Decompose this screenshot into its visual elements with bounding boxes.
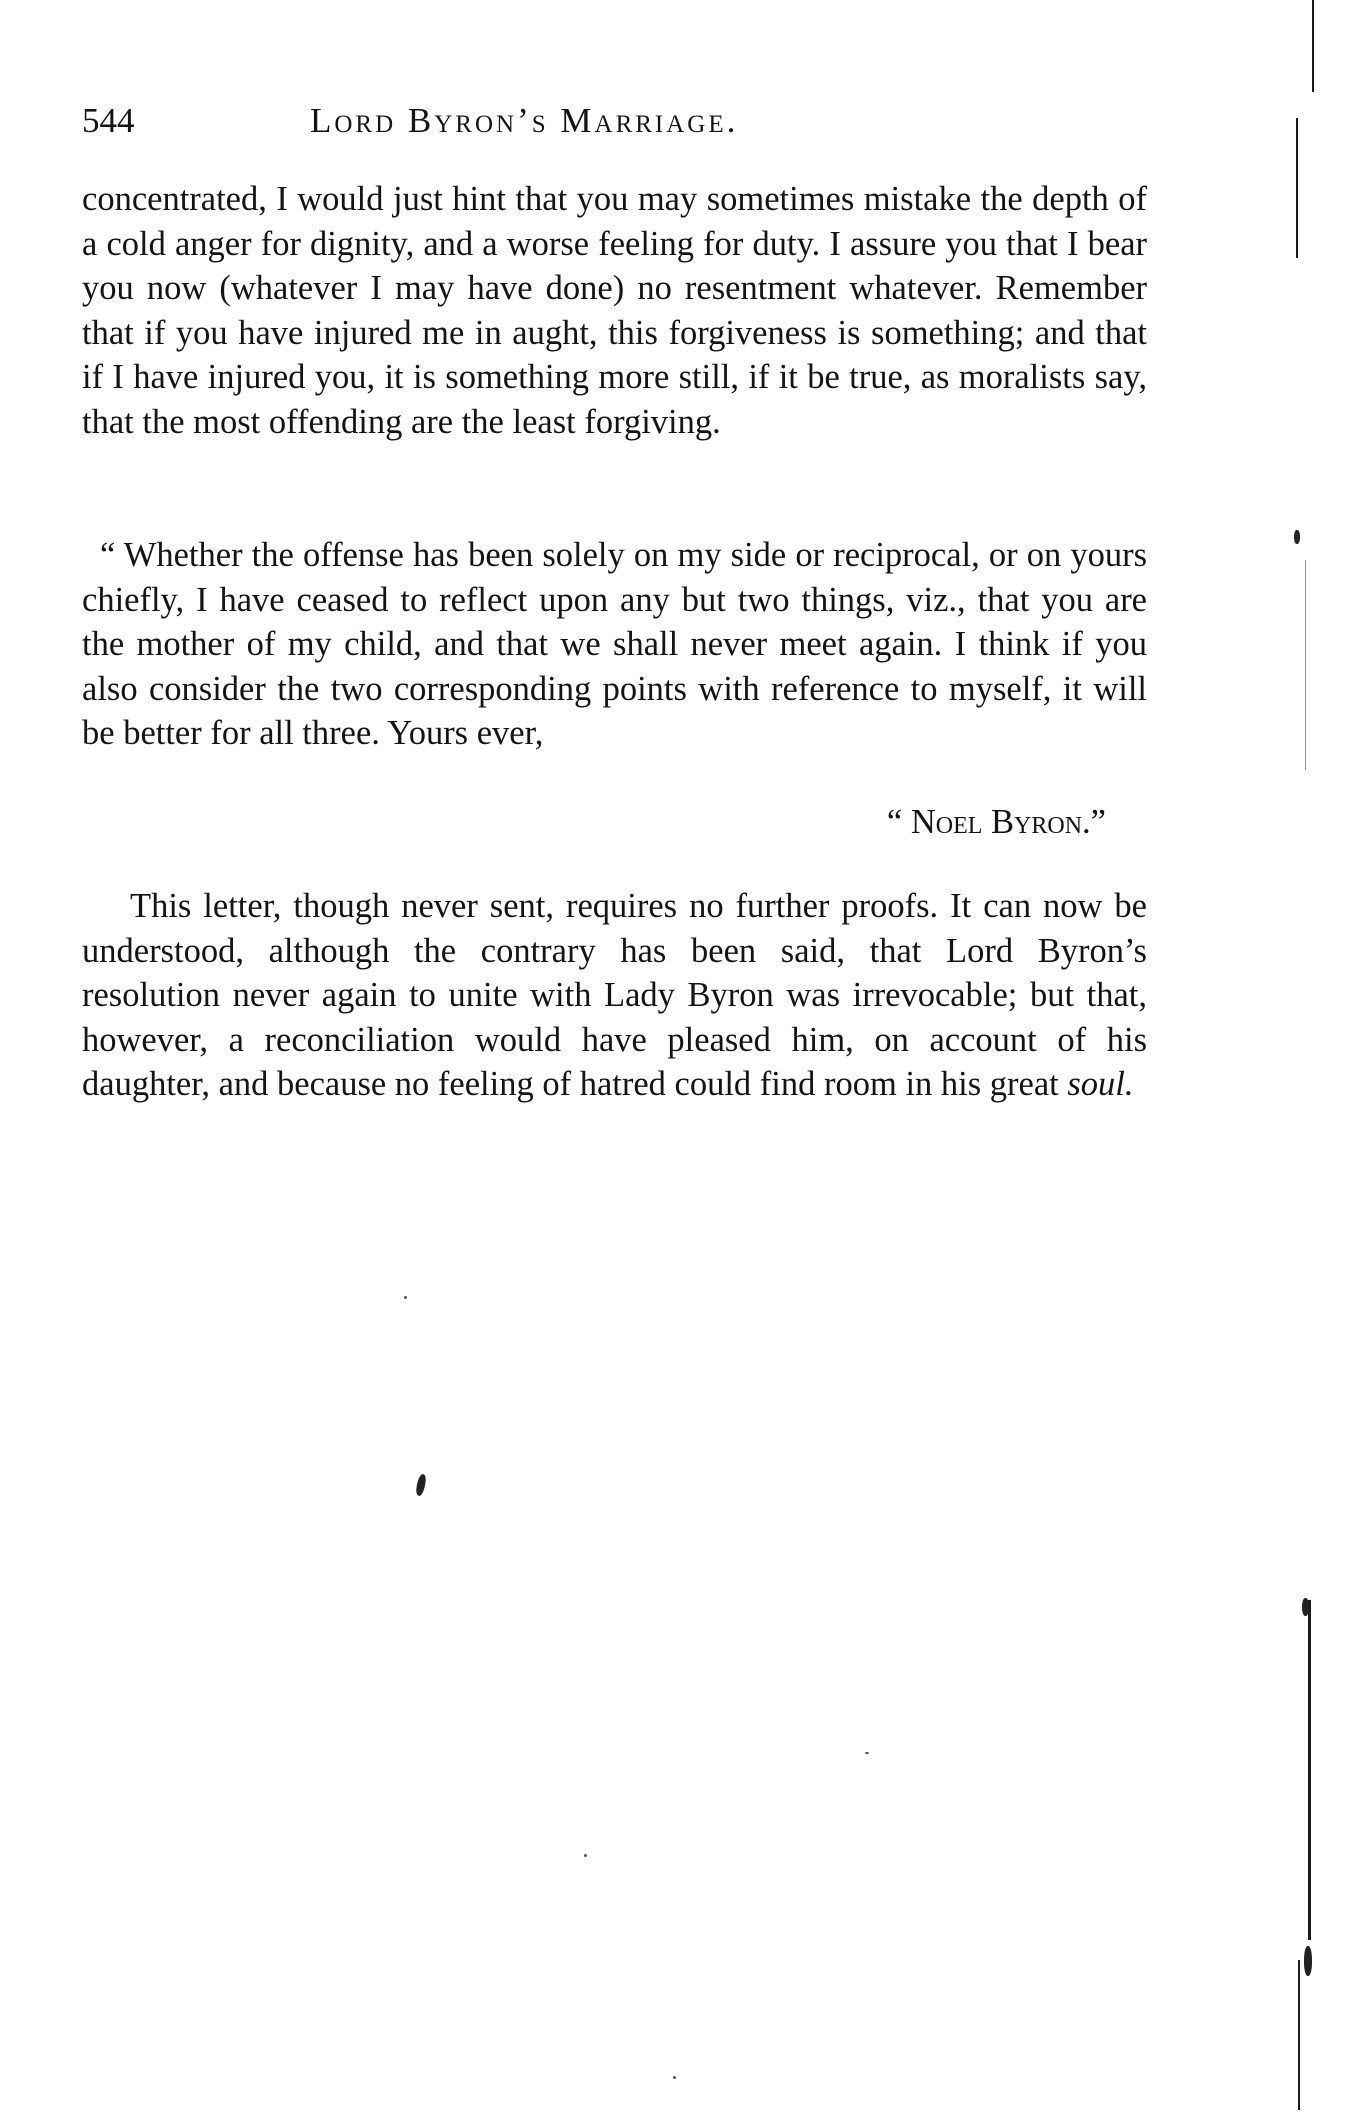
scan-edge-line-middle	[1305, 560, 1306, 770]
scan-mark-right-2	[1302, 1598, 1309, 1616]
scan-edge-line-bottom	[1298, 1960, 1300, 2110]
ink-blot	[415, 1473, 427, 1496]
speck-4	[865, 1752, 869, 1754]
commentary-paragraph	[82, 884, 1147, 1107]
running-head	[82, 98, 1147, 144]
speck-2	[584, 1854, 587, 1857]
commentary-closing-word: soul.	[1067, 1065, 1134, 1103]
speck-3	[673, 2076, 676, 2079]
scan-edge-line-upper	[1296, 118, 1298, 258]
letter-paragraph-1: concentrated, I would just hint that you may sometimes mistake the depth of a cold anger for dignity, and a worse feeling for duty. I assure you that I bear you now (whatever I may have done) no resentment whatever. Remember that if you have injured me in aught, this forgiveness is something; and that if I have injured you, it is something more still, if it be true, as moralists say, that the most offending are the least forgiving.	[82, 180, 1147, 441]
running-title: Lord Byron’s Marriage.	[310, 101, 739, 140]
page-number: 544	[82, 101, 135, 140]
scan-edge-line-lower	[1308, 1600, 1311, 1940]
speck-1	[404, 1296, 407, 1299]
letter-paragraph-2: “ Whether the offense has been solely on my side or reciprocal, or on yours chiefly, I have ceased to reflect upon any but two things, viz., that you are the mother of my child, and that we shall never meet again. I think if you also consider the two corresponding points with reference to myself, it will be better for all three. Yours ever,	[82, 536, 1147, 752]
letter-signature: “ Noel Byron.”	[886, 803, 1106, 841]
scan-mark-right-3	[1304, 1946, 1312, 1976]
scan-edge-line-top	[1312, 0, 1314, 92]
commentary-text: This letter, though never sent, requires no further proofs. It can now be understood, although the contrary has been said, that Lord Byron’s resolution never again to unite with Lady Byron was irrevocable; but that, however, a reconciliation would have pleased him, on account of his daughter, and because no feeling of hatred could find room in his great	[82, 887, 1147, 1103]
scan-mark-right-1	[1294, 530, 1300, 544]
